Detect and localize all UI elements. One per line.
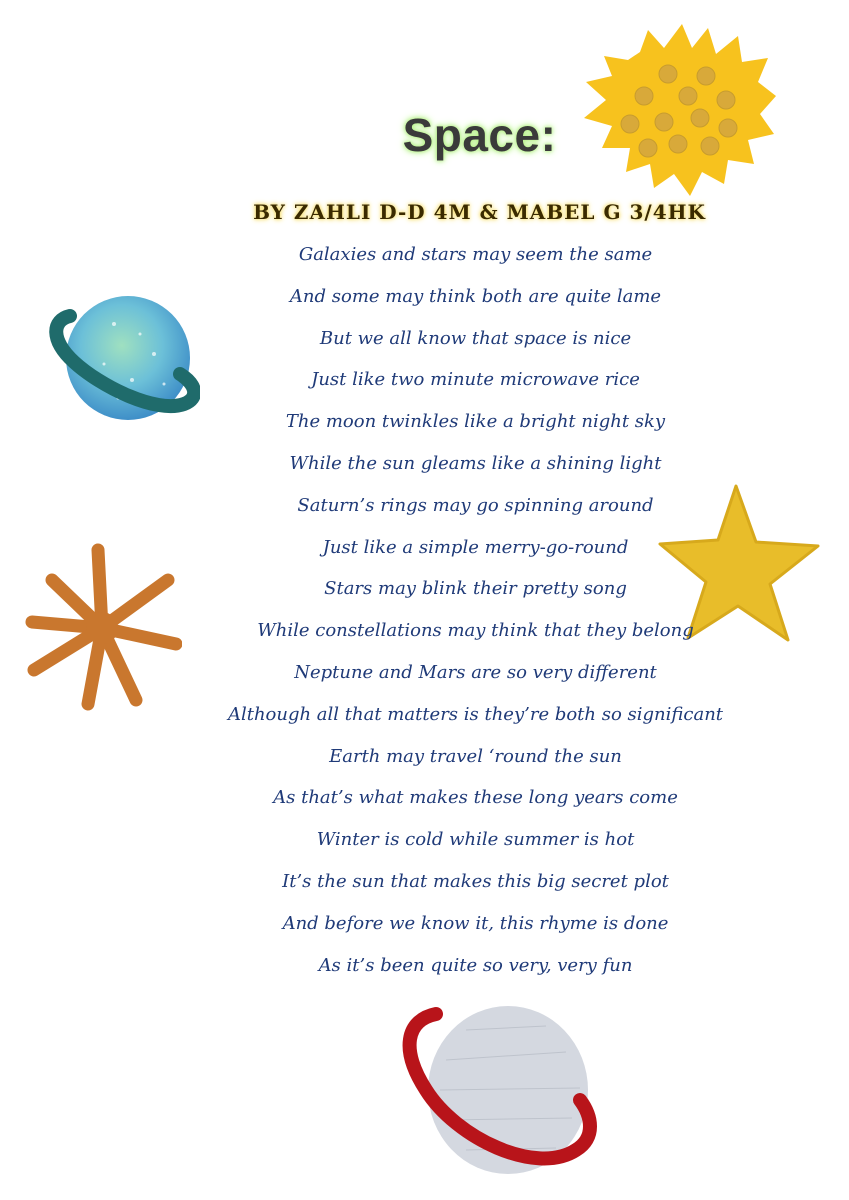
poem-line: It’s the sun that makes this big secret plot (282, 870, 669, 892)
poem-title: Space: (402, 109, 557, 161)
poem-line: Galaxies and stars may seem the same (298, 244, 653, 265)
poem-line: Earth may travel ‘round the sun (329, 745, 622, 767)
poem-line: And before we know it, this rhyme is done (282, 912, 669, 934)
poem-line: Just like two minute microwave rice (311, 369, 640, 391)
poem-line: As it’s been quite so very, very fun (318, 954, 633, 976)
poem-line: Just like a simple merry-go-round (322, 536, 629, 558)
poem-line: As that’s what makes these long years come (273, 787, 678, 809)
poem-byline: BY ZAHLI D-D 4M & MABEL G 3/4HK (253, 200, 706, 224)
poem-line: Winter is cold while summer is hot (316, 829, 635, 851)
poem-line: Stars may blink their pretty song (324, 578, 627, 600)
poem-line: But we all know that space is nice (319, 327, 632, 349)
poem-line: While the sun gleams like a shining light (289, 452, 662, 474)
poem-line: Neptune and Mars are so very different (294, 661, 657, 683)
poem-line: Although all that matters is they’re both so significant (227, 703, 724, 725)
poem-line: The moon twinkles like a bright night sky (285, 411, 666, 433)
poem-line: And some may think both are quite lame (289, 285, 662, 307)
poem-line: Saturn’s rings may go spinning around (297, 494, 654, 516)
poem-line: While constellations may think that they belong (257, 620, 694, 642)
poem-body (0, 234, 849, 986)
planet-icon (396, 1000, 598, 1178)
